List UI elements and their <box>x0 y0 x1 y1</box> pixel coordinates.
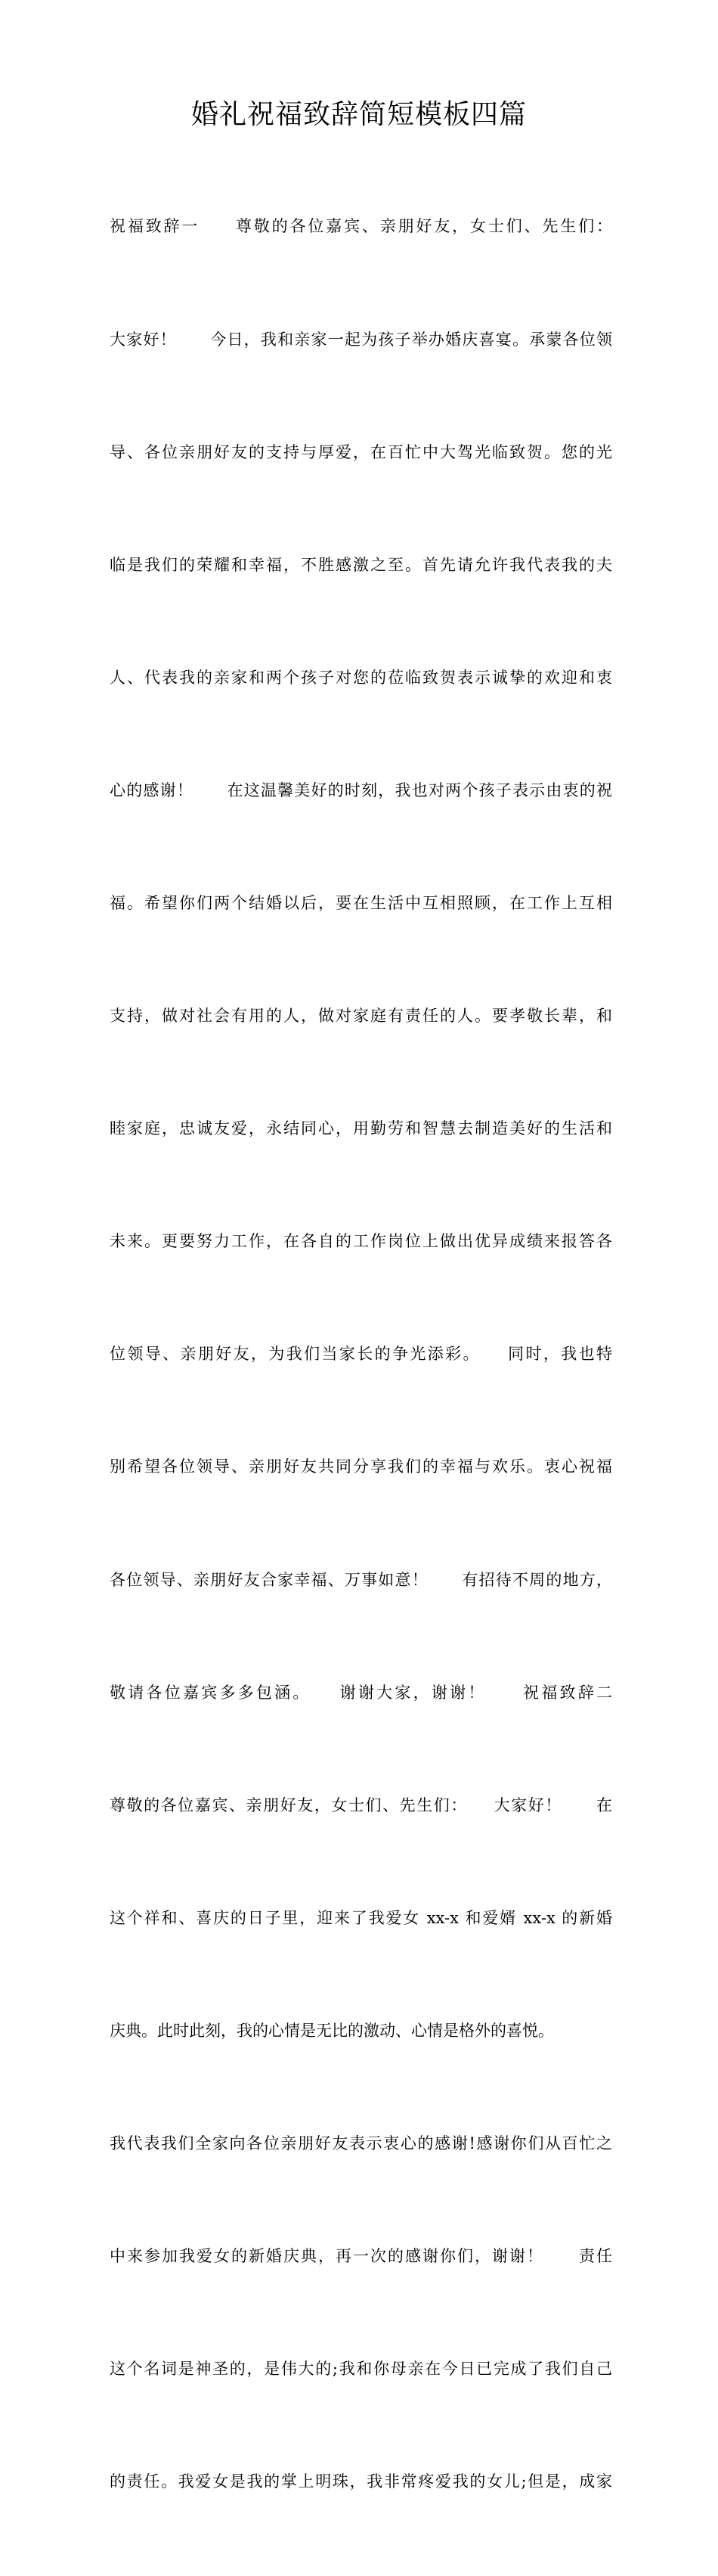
body-line: 导、各位亲朋好友的支持与厚爱，在百忙中大驾光临致贺。您的光 <box>110 442 612 461</box>
body-line: 睦家庭，忠诚友爱，永结同心，用勤劳和智慧去制造美好的生活和 <box>110 1119 612 1138</box>
body-line: 敬请各位嘉宾多多包涵。 谢谢大家，谢谢！ 祝福致辞二 <box>110 1683 612 1702</box>
body-line: 别希望各位领导、亲朋好友共同分享我们的幸福与欢乐。衷心祝福 <box>110 1457 612 1476</box>
body-line: 庆典。此时此刻，我的心情是无比的激动、心情是格外的喜悦。 <box>110 2021 554 2040</box>
body-line: 各位领导、亲朋好友合家幸福、万事如意！ 有招待不周的地方， <box>110 1570 612 1589</box>
body-line: 人、代表我的亲家和两个孩子对您的莅临致贺表示诚挚的欢迎和衷 <box>110 668 612 687</box>
document-body <box>110 133 612 2576</box>
body-line: 位领导、亲朋好友，为我们当家长的争光添彩。 同时，我也特 <box>110 1345 612 1364</box>
body-line: 未来。更要努力工作，在各自的工作岗位上做出优异成绩来报答各 <box>110 1232 612 1251</box>
body-line: 中来参加我爱女的新婚庆典，再一次的感谢你们，谢谢！ 责任 <box>110 2247 612 2266</box>
body-line: 的责任。我爱女是我的掌上明珠，我非常疼爱我的女儿;但是，成家 <box>110 2472 612 2491</box>
body-line: 大家好！ 今日，我和亲家一起为孩子举办婚庆喜宴。承蒙各位领 <box>110 330 612 349</box>
body-line: 这个名词是神圣的，是伟大的;我和你母亲在今日已完成了我们自己 <box>110 2360 612 2379</box>
body-line: 临是我们的荣耀和幸福，不胜感激之至。首先请允许我代表我的夫 <box>110 555 612 574</box>
body-line: 祝福致辞一 尊敬的各位嘉宾、亲朋好友，女士们、先生们： <box>110 217 612 236</box>
document-title: 婚礼祝福致辞简短模板四篇 <box>190 99 527 130</box>
body-line: 支持，做对社会有用的人，做对家庭有责任的人。要孝敬长辈，和 <box>110 1007 612 1026</box>
body-line: 福。希望你们两个结婚以后，要在生活中互相照顾，在工作上互相 <box>110 893 612 912</box>
body-line: 尊敬的各位嘉宾、亲朋好友，女士们、先生们： 大家好！ 在 <box>110 1795 612 1814</box>
body-line: 这个祥和、喜庆的日子里，迎来了我爱女 xx-x 和爱婿 xx-x 的新婚 <box>110 1908 612 1927</box>
body-line: 我代表我们全家向各位亲朋好友表示衷心的感谢!感谢你们从百忙之 <box>110 2134 612 2152</box>
body-line: 心的感谢！ 在这温馨美好的时刻，我也对两个孩子表示由衷的祝 <box>110 781 612 799</box>
